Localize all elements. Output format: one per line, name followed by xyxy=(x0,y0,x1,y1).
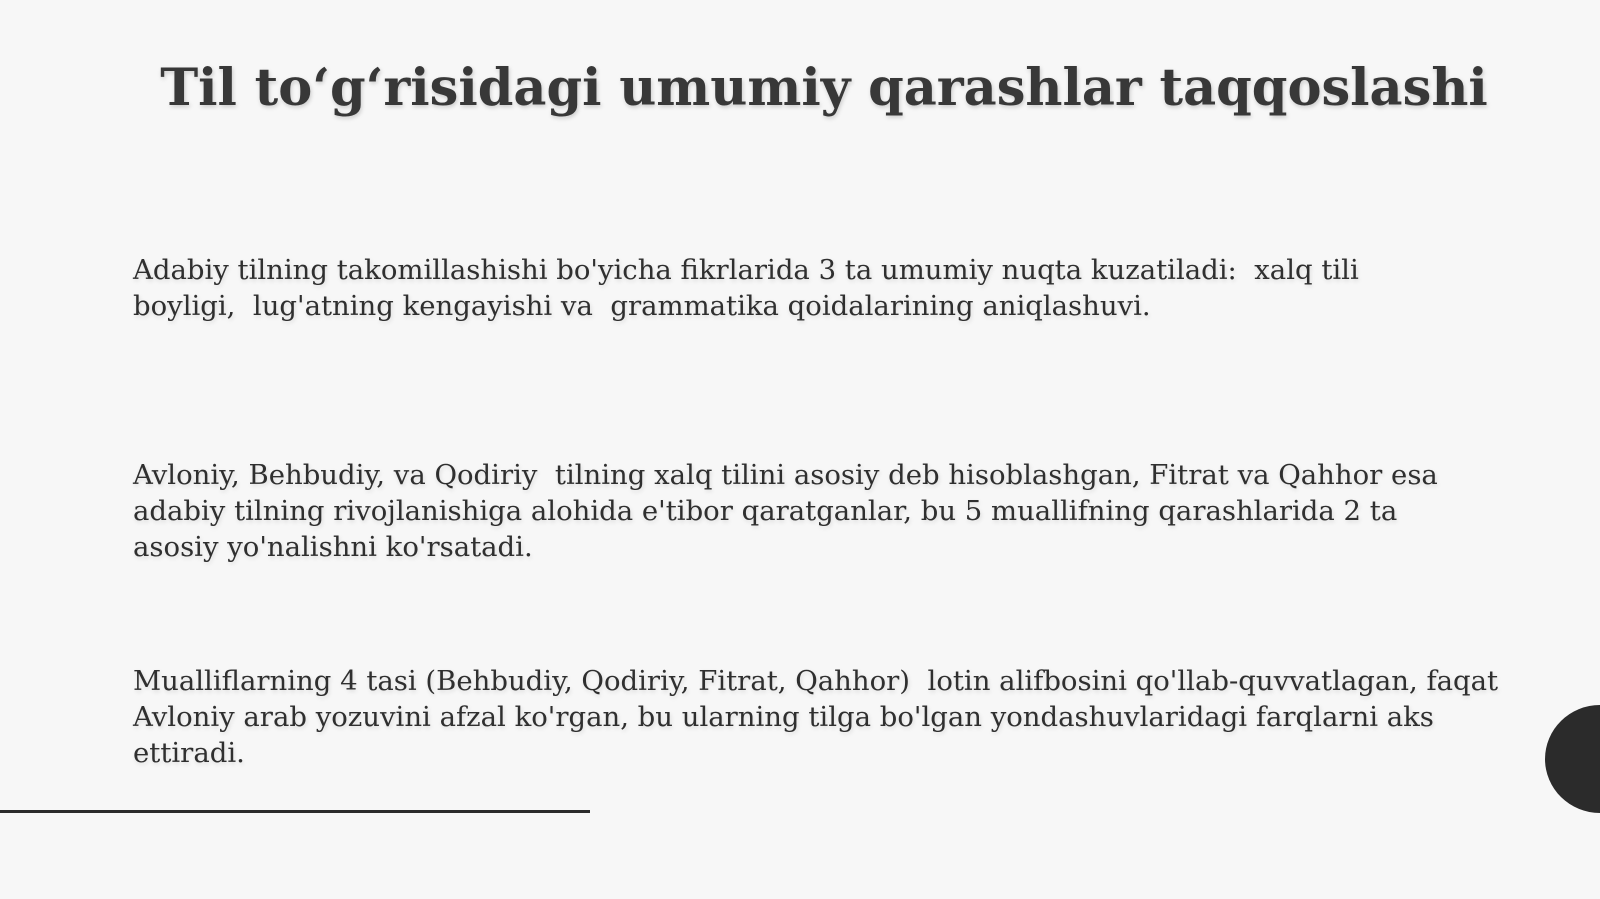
decorative-half-circle xyxy=(1545,705,1600,813)
paragraph-directions: Avloniy, Behbudiy, va Qodiriy tilning xalq tilini asosiy deb hisoblashgan, Fitrat va Qahhor esa adabiy tilning rivojlanishiga alohida e'tibor qaratganlar, bu 5 muallifning qarashlarida 2 ta asosiy yo'nalishni ko'rsatadi. xyxy=(133,459,1438,563)
decorative-divider-line xyxy=(0,810,590,813)
paragraph-common-points: Adabiy tilning takomillashishi bo'yicha fikrlarida 3 ta umumiy nuqta kuzatiladi: xalq tili boyligi, lug'atning kengayishi va grammatika qoidalarining aniqlashuvi. xyxy=(133,254,1359,322)
slide-title: Til to‘g‘risidagi umumiy qarashlar taqqoslashi xyxy=(160,58,1488,118)
paragraph-alphabet: Mualliflarning 4 tasi (Behbudiy, Qodiriy, Fitrat, Qahhor) lotin alifbosini qo'llab-quvvatlagan, faqat Avloniy arab yozuvini afzal ko'rgan, bu ularning tilga bo'lgan yondashuvlaridagi farqlarni aks ettiradi. xyxy=(133,665,1499,769)
